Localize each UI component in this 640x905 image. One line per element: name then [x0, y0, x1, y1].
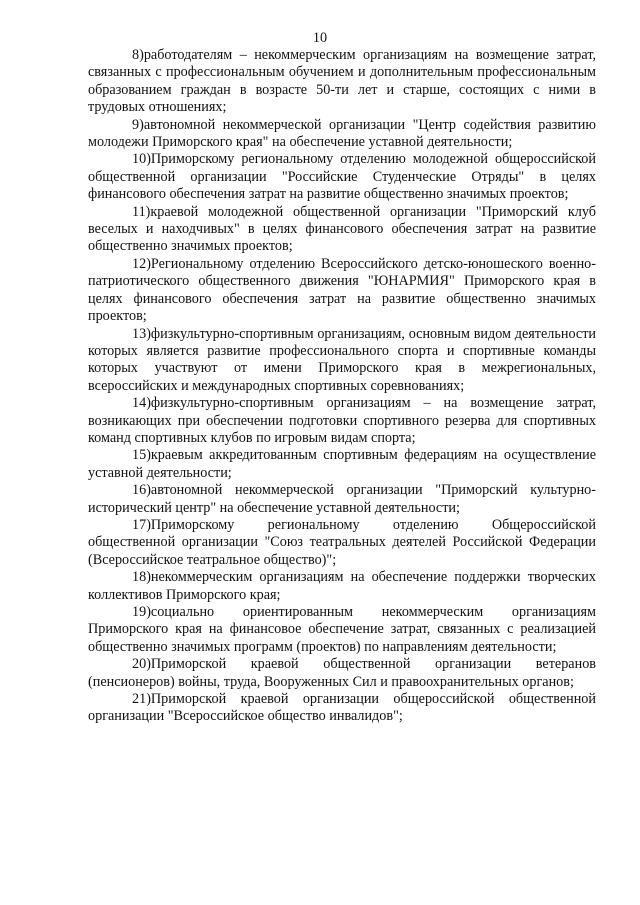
list-item-15: 15)краевым аккредитованным спортивным федерациям на осуществление уставной деятельности;: [88, 447, 596, 481]
list-item-12: 12)Региональному отделению Всероссийского детско-юношеского военно-патриотического общественного движения "ЮНАРМИЯ" Приморского края в целях финансового обеспечения затрат на развитие общественно значимых проектов;: [88, 255, 596, 325]
list-item-16: 16)автономной некоммерческой организации "Приморский культурно-исторический центр" на обеспечение уставной деятельности;: [88, 482, 596, 516]
list-item-14: 14)физкультурно-спортивным организациям – на возмещение затрат, возникающих при обеспечении подготовки спортивного резерва для спортивных команд спортивных клубов по игровым видам спорта;: [88, 395, 596, 446]
list-item-21: 21)Приморской краевой организации общероссийской общественной организации "Всероссийское общество инвалидов";: [88, 691, 596, 725]
list-item-8: 8)работодателям – некоммерческим организациям на возмещение затрат, связанных с профессиональным обучением и дополнительным профессиональным образованием граждан в возрасте 50-ти лет и старше, состоящих с ними в трудовых отношениях;: [88, 47, 596, 116]
list-item-10: 10)Приморскому региональному отделению молодежной общероссийской общественной организации "Российские Студенческие Отряды" в целях финансового обеспечения затрат на развитие общественно значимых проектов;: [88, 151, 596, 203]
page-number: 10: [312, 30, 328, 46]
list-item-18: 18)некоммерческим организациям на обеспечение поддержки творческих коллективов Приморского края;: [88, 569, 596, 603]
list-item-17: 17)Приморскому региональному отделению Общероссийской общественной организации "Союз театральных деятелей Российской Федерации (Всероссийское театральное общество)";: [88, 516, 596, 568]
list-item-11: 11)краевой молодежной общественной организации "Приморский клуб веселых и находчивых" в целях финансового обеспечения затрат на развитие общественно значимых проектов;: [88, 203, 596, 255]
list-item-20: 20)Приморской краевой общественной организации ветеранов (пенсионеров) войны, труда, Вооруженных Сил и правоохранительных органов;: [88, 656, 596, 690]
list-item-9: 9)автономной некоммерческой организации "Центр содействия развитию молодежи Приморского края" на обеспечение уставной деятельности;: [88, 116, 596, 151]
document-body: [88, 47, 596, 726]
list-item-13: 13)физкультурно-спортивным организациям, основным видом деятельности которых является развитие профессионального спорта и спортивные команды которых участвуют от имени Приморского края в межрегиональных, всероссийских и международных спортивных соревнованиях;: [88, 325, 596, 394]
list-item-19: 19)социально ориентированным некоммерческим организациям Приморского края на финансовое обеспечение затрат, связанных с реализацией общественно значимых программ (проектов) по направлениям деятельности;: [88, 604, 596, 655]
